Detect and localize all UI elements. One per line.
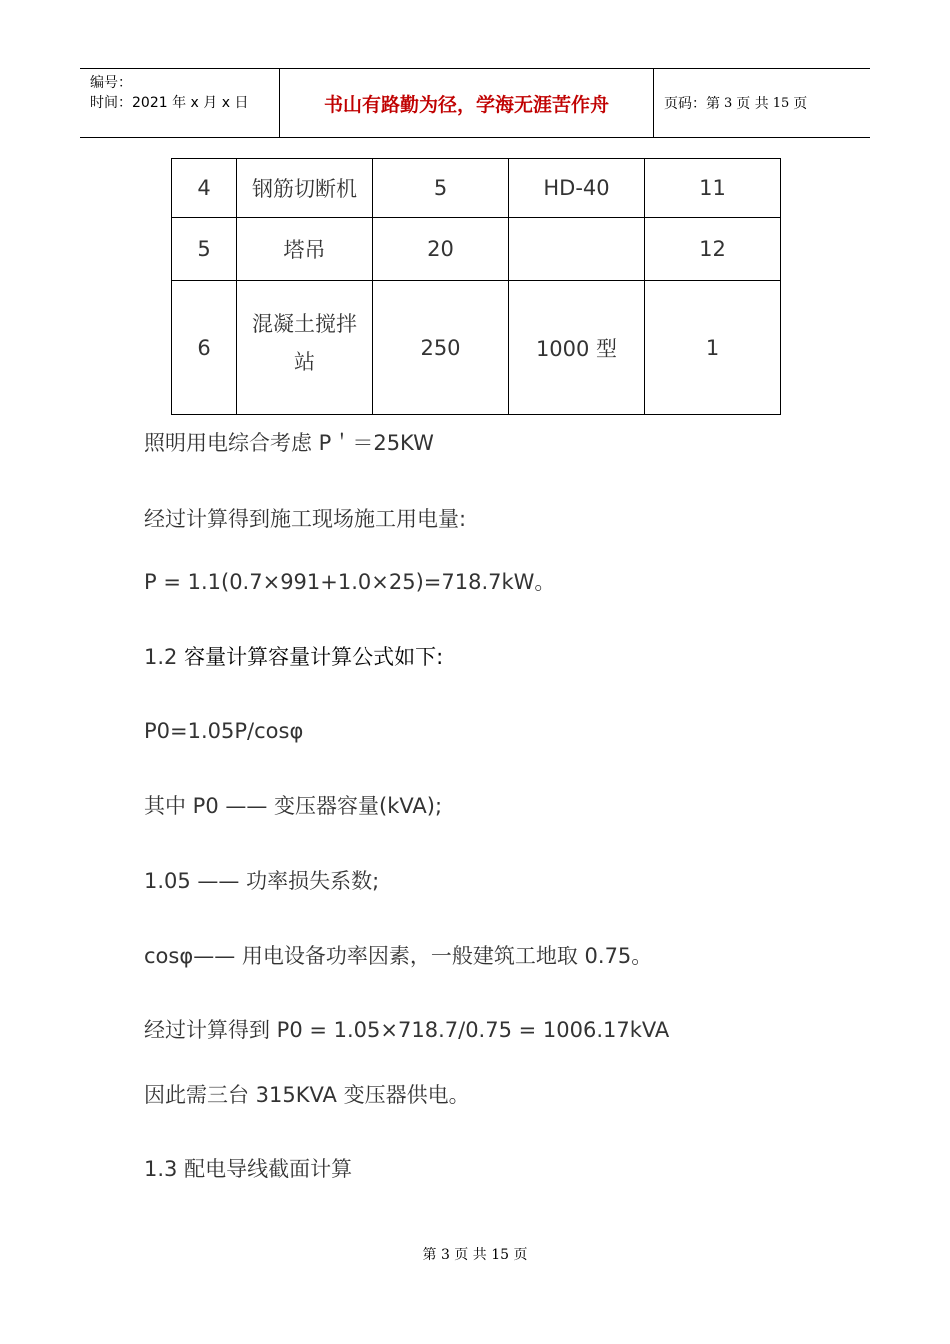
- definition-loss-factor: 1.05 —— 功率损失系数;: [144, 869, 380, 893]
- calc-result-text: P = 1.1(0.7×991+1.0×25)=718.7kW。: [144, 570, 556, 594]
- calc-p0-text: 经过计算得到 P0 = 1.05×718.7/0.75 = 1006.17kVA: [144, 1018, 670, 1042]
- page-footer: 第 3 页 共 15 页: [422, 1247, 528, 1263]
- page-header: [80, 68, 870, 138]
- table-cell-name: 塔吊: [237, 218, 373, 281]
- page-mid: 页 共: [736, 96, 769, 112]
- header-motto: 书山有路勤为径，学海无涯苦作舟: [280, 69, 654, 137]
- table-cell-power: 5: [373, 159, 509, 218]
- formula-text: P0=1.05P/cosφ: [144, 719, 304, 743]
- table-cell-count: 1: [645, 281, 781, 415]
- table-cell-name: 钢筋切断机: [237, 159, 373, 218]
- calc-intro-text: 经过计算得到施工现场施工用电量:: [144, 507, 467, 531]
- table-row: [172, 281, 781, 415]
- definition-p0: 其中 P0 —— 变压器容量(kVA);: [144, 794, 443, 818]
- table-cell-count: 12: [645, 218, 781, 281]
- table-cell-name-line1: 混凝土搅拌: [252, 311, 357, 336]
- table-cell-model: 1000 型: [509, 281, 645, 415]
- page-prefix: 页码：第: [664, 96, 720, 112]
- table-cell-model: HD-40: [509, 159, 645, 218]
- section-1-2-title: 容量计算容量计算公式如下:: [184, 645, 444, 669]
- section-1-3-heading: 1.3 配电导线截面计算: [144, 1157, 353, 1181]
- section-1-2-heading: [144, 643, 443, 671]
- table-cell-power: 20: [373, 218, 509, 281]
- table-cell-index: 6: [172, 281, 237, 415]
- table-cell-power: 250: [373, 281, 509, 415]
- conclusion-text: 因此需三台 315KVA 变压器供电。: [144, 1083, 470, 1107]
- page-current: 3: [724, 95, 733, 111]
- page-total: 15: [772, 95, 790, 111]
- lighting-load-text: 照明用电综合考虑 P＇＝25KW: [144, 431, 434, 455]
- page-suffix: 页: [793, 96, 808, 112]
- table-cell-count: 11: [645, 159, 781, 218]
- table-cell-index: 5: [172, 218, 237, 281]
- table-cell-name-line2: 站: [294, 349, 315, 374]
- document-date: 时间：2021 年 x 月 x 日: [90, 95, 249, 111]
- table-cell-index: 4: [172, 159, 237, 218]
- header-page-info: [654, 69, 870, 137]
- definition-power-factor: cosφ—— 用电设备功率因素，一般建筑工地取 0.75。: [144, 944, 653, 968]
- section-1-2-number: 1.2: [144, 645, 185, 669]
- table-row: [172, 159, 781, 218]
- table-cell-model: [509, 218, 645, 281]
- table-cell-name: [237, 281, 373, 415]
- equipment-table: [171, 158, 781, 415]
- document-number-label: 编号：: [90, 75, 132, 91]
- header-meta: [80, 69, 280, 137]
- table-row: [172, 218, 781, 281]
